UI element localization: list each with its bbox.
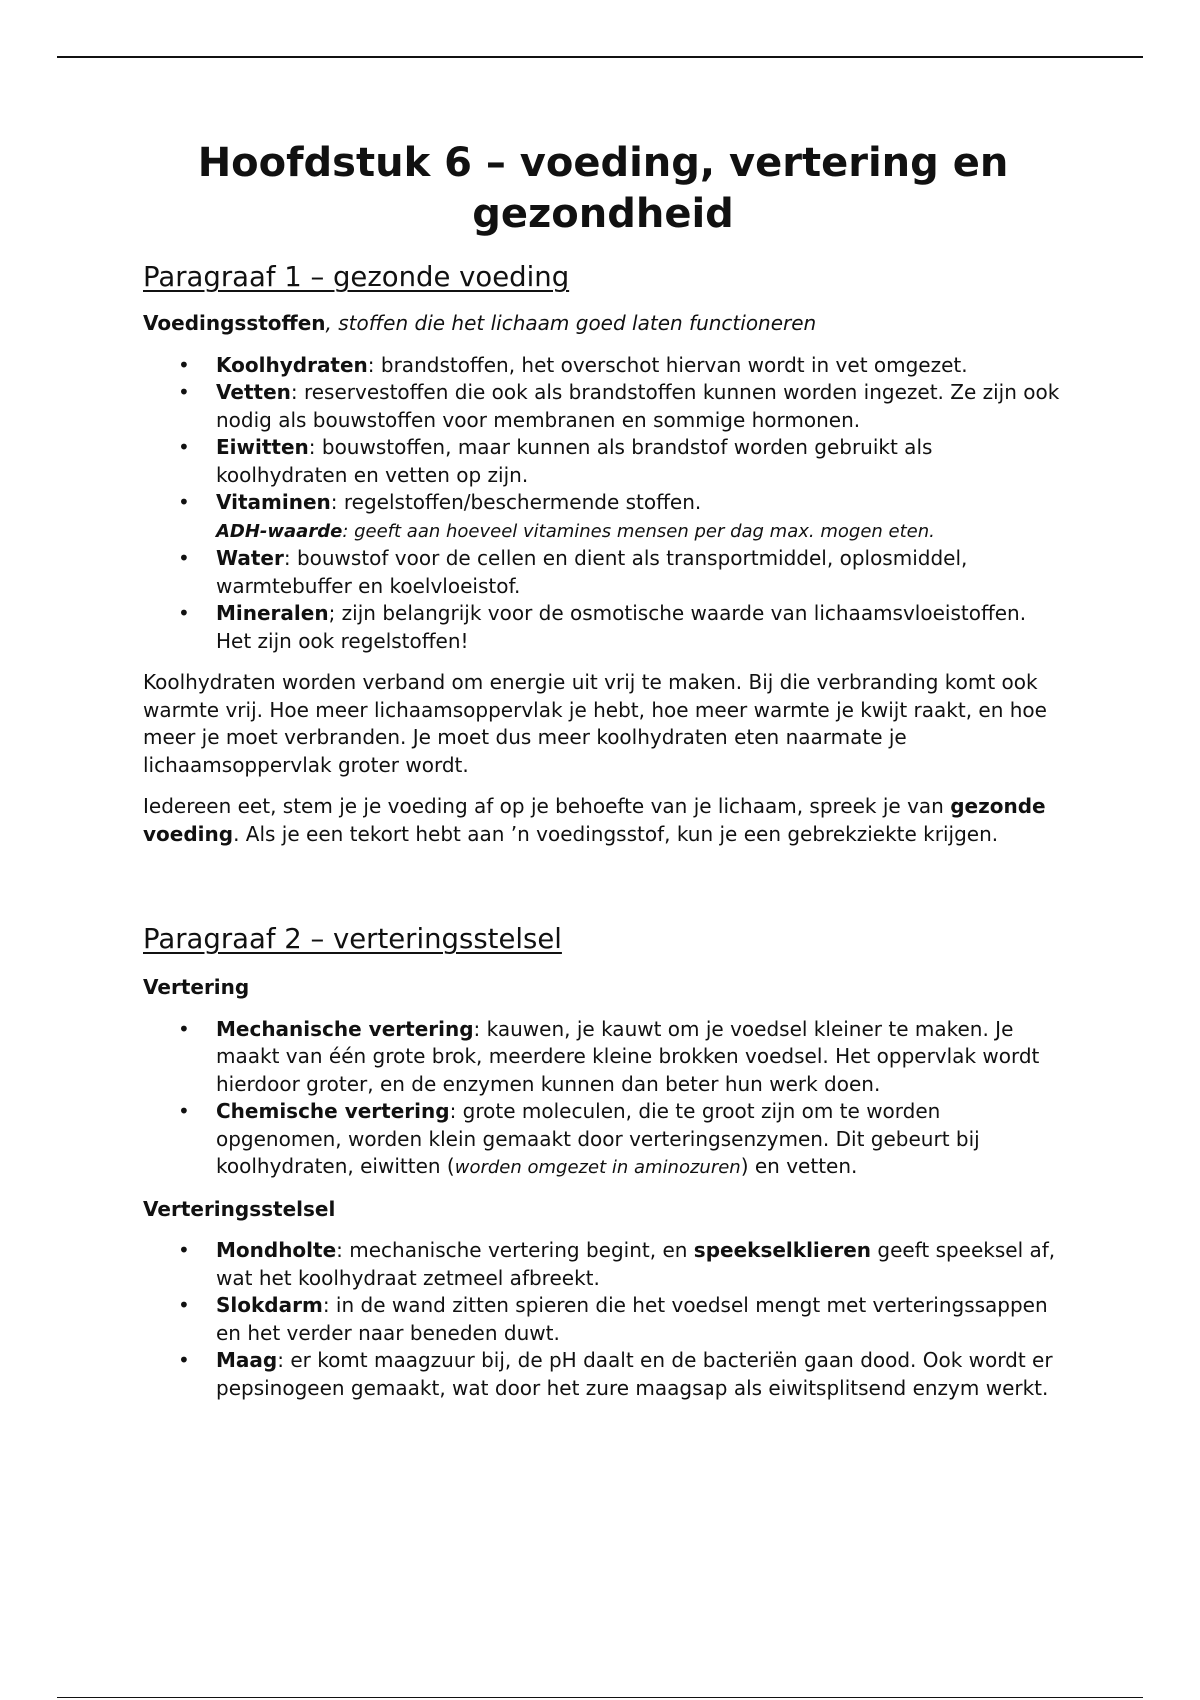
intro-definition: , stoffen die het lichaam goed laten functioneren	[325, 311, 817, 335]
organ-list	[143, 1237, 1063, 1402]
list-item	[143, 1098, 1063, 1182]
item-term: Eiwitten	[216, 435, 309, 459]
intro-term: Voedingsstoffen	[143, 311, 326, 335]
list-item	[143, 379, 1063, 434]
list-item	[143, 1237, 1063, 1292]
item-text: : kauwen, je kauwt om je voedsel kleiner te maken. Je maakt van één grote brok, meerdere kleine brokken voedsel. Het oppervlak wordt hierdoor groter, en de enzymen kunnen dan beter hun werk doen.	[216, 1016, 1040, 1096]
note-term: ADH-waarde	[216, 520, 343, 542]
list-item	[143, 545, 1063, 600]
note-text: : geeft aan hoeveel vitamines mensen per dag max. mogen eten.	[342, 520, 935, 542]
bottom-rule	[57, 1697, 1143, 1698]
item-text: : regelstoffen/beschermende stoffen.	[330, 490, 702, 514]
item-term: Vitaminen	[216, 490, 331, 514]
item-term: speekselklieren	[693, 1238, 872, 1262]
item-term: Water	[216, 546, 284, 570]
item-text: ; zijn belangrijk voor de osmotische waarde van lichaamsvloeistoffen. Het zijn ook regelstoffen!	[216, 601, 1027, 653]
list-item	[143, 1347, 1063, 1402]
paragraph-text: Iedereen eet, stem je je voeding af op je behoefte van je lichaam, spreek je van	[143, 794, 951, 818]
list-item	[143, 1292, 1063, 1347]
item-text: geeft speeksel af, wat het koolhydraat zetmeel afbreekt.	[216, 1238, 1056, 1290]
paragraph-koolhydraten: Koolhydraten worden verband om energie uit vrij te maken. Bij die verbranding komt ook warmte vrij. Hoe meer lichaamsoppervlak je hebt, hoe meer warmte je kwijt raakt, en hoe meer je moet verbranden. Je moet dus meer koolhydraten eten naarmate je lichaamsoppervlak groter wordt.	[143, 670, 1047, 777]
item-term: Mineralen	[216, 601, 329, 625]
item-term: Chemische vertering	[216, 1099, 450, 1123]
list-item	[143, 434, 1063, 489]
item-text: : er komt maagzuur bij, de pH daalt en de bacteriën gaan dood. Ook wordt er pepsinogeen gemaakt, wat door het zure maagsap als eiwitsplitsend enzym werkt.	[216, 1348, 1053, 1400]
list-item	[143, 600, 1063, 655]
page-title: Hoofdstuk 6 – voeding, vertering en gezondheid	[197, 140, 1009, 237]
item-term: Maag	[216, 1348, 278, 1372]
item-term: Vetten	[216, 380, 291, 404]
item-italic: worden omgezet in aminozuren	[454, 1157, 741, 1178]
top-rule	[57, 56, 1143, 58]
subheading-vertering: Vertering	[143, 975, 250, 999]
paragraph-bold: gezonde voeding	[143, 794, 1046, 846]
subheading-verteringsstelsel: Verteringsstelsel	[143, 1196, 336, 1221]
item-text: : reservestoffen die ook als brandstoffen kunnen worden ingezet. Ze zijn ook nodig als bouwstoffen voor membranen en sommige hormonen.	[216, 380, 1060, 432]
nutrient-list	[143, 352, 1063, 656]
item-text: : grote moleculen, die te groot zijn om te worden opgenomen, worden klein gemaakt door verteringsenzymen. Dit gebeurt bij koolhydraten, eiwitten (	[216, 1099, 980, 1178]
item-text: : bouwstoffen, maar kunnen als brandstof worden gebruikt als koolhydraten en vetten op zijn.	[216, 435, 933, 487]
digestion-list	[143, 1016, 1063, 1182]
item-term: Koolhydraten	[216, 352, 368, 377]
list-item	[143, 1016, 1063, 1099]
section-heading-2: Paragraaf 2 – verteringsstelsel	[143, 923, 562, 955]
item-text: ) en vetten.	[740, 1154, 858, 1178]
intro-line	[143, 310, 1063, 338]
item-text: : brandstoffen, het overschot hiervan wordt in vet omgezet.	[367, 352, 968, 377]
item-text: : bouwstof voor de cellen en dient als transportmiddel, oplosmiddel, warmtebuffer en koelvloeistof.	[216, 546, 968, 598]
paragraph-gezonde-voeding	[143, 793, 1063, 848]
item-term: Mondholte	[216, 1238, 337, 1262]
document-body	[143, 138, 1063, 1402]
item-text: : mechanische vertering begint, en	[336, 1238, 694, 1262]
section-heading-1: Paragraaf 1 – gezonde voeding	[143, 261, 570, 293]
list-item	[143, 352, 1063, 380]
item-term: Mechanische vertering	[216, 1016, 474, 1041]
list-item	[143, 489, 1063, 545]
item-term: Slokdarm	[216, 1293, 323, 1317]
paragraph-text: . Als je een tekort hebt aan ’n voedingsstof, kun je een gebrekziekte krijgen.	[233, 821, 999, 846]
item-text: : in de wand zitten spieren die het voedsel mengt met verteringssappen en het verder naar beneden duwt.	[216, 1293, 1048, 1345]
